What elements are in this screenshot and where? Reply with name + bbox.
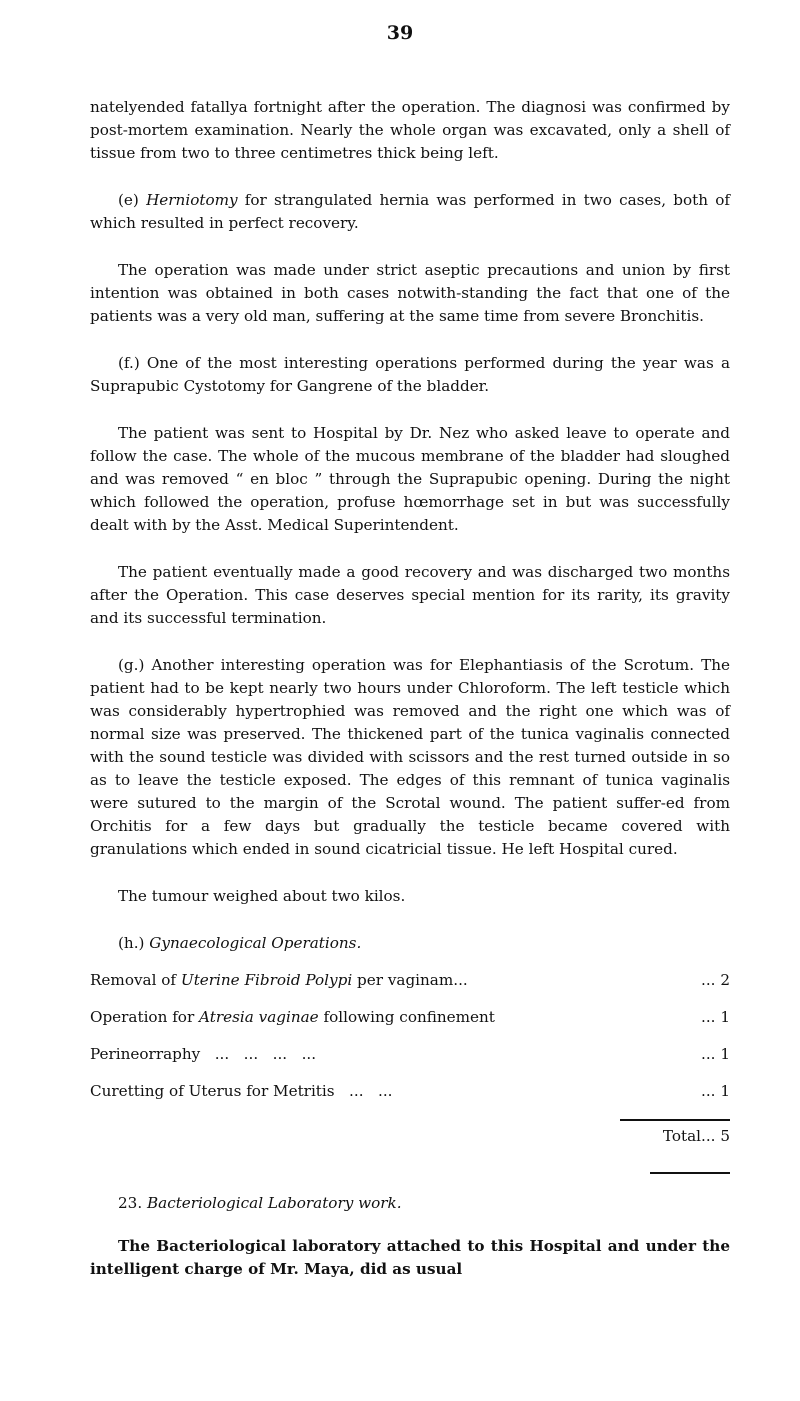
herniotomy-text: for strangulated hernia was performed in two cases, both of which resulted in perfect recovery.: [90, 191, 730, 232]
row-leader: ...: [701, 1008, 716, 1026]
paragraph-continuation: natelyended fatallya fortnight after the operation. The diagnosi was confirmed by post-mortem examination. Nearly the whole organ was excavated, only a shell of tissue from two to three centimetres thick being left.: [90, 98, 730, 162]
section-23-heading: [90, 1192, 730, 1215]
paragraph-herniotomy: [90, 189, 730, 235]
row-label: Curetting of Uterus for Metritis: [90, 1082, 335, 1100]
paragraph-aseptic: The operation was made under strict aseptic precautions and union by first intention was obtained in both cases notwith-standing the fact that one of the patients was a very old man, suffering at the same time from severe Bronchitis.: [90, 261, 730, 325]
total-rule: [620, 1119, 730, 1121]
total-label: Total...: [662, 1127, 716, 1145]
total-bottom-rule: [650, 1172, 730, 1174]
gynae-operations-table: [90, 969, 730, 1148]
row-label-rest: ... ... ... ...: [200, 1045, 317, 1063]
row-leader: ...: [701, 971, 716, 989]
row-term: Uterine Fibroid Polypi: [180, 971, 353, 989]
item-marker-e: (e): [118, 191, 147, 209]
paragraph-recovery: The patient eventually made a good recovery and was discharged two months after the Operation. This case deserves special mention for its rarity, its gravity and its successful termination.: [90, 563, 730, 627]
row-label: Operation for: [90, 1008, 200, 1026]
table-total: [90, 1125, 730, 1148]
row-leader: ...: [701, 1082, 716, 1100]
row-label-rest: ... ...: [334, 1082, 393, 1100]
row-count: 1: [720, 1008, 730, 1026]
gynae-marker: (h.): [118, 934, 150, 952]
paragraph-patient-sent: The patient was sent to Hospital by Dr. Nez who asked leave to operate and follow the case. The whole of the mucous membrane of the bladder had sloughed and was removed “ en bloc ” through the Suprapubic opening. During the night which followed the operation, profuse hœmorrhage set in but was successfully dealt with by the Asst. Medical Superintendent.: [90, 424, 730, 534]
section-number: 23.: [118, 1194, 147, 1212]
gynae-heading: [90, 932, 730, 955]
row-count: 2: [720, 971, 730, 989]
row-leader: ...: [701, 1045, 716, 1063]
row-label: Perineorraphy: [90, 1045, 201, 1063]
row-count: 1: [720, 1045, 730, 1063]
table-row: [90, 1080, 730, 1103]
table-row: [90, 969, 730, 992]
gynae-title: Gynaecological Operations.: [149, 934, 362, 952]
row-count: 1: [720, 1082, 730, 1100]
row-label: Removal of: [90, 971, 181, 989]
section-title: Bacteriological Laboratory work.: [146, 1194, 402, 1212]
page-body: [90, 96, 730, 1281]
row-label-rest: per vaginam...: [352, 971, 468, 989]
table-row: [90, 1006, 730, 1029]
row-label-rest: following confinement: [318, 1008, 495, 1026]
total-value: 5: [720, 1127, 730, 1145]
paragraph-tumour-weight: The tumour weighed about two kilos.: [118, 887, 406, 905]
term-herniotomy: Herniotomy: [146, 191, 238, 209]
paragraph-bacteriology: The Bacteriological laboratory attached to this Hospital and under the intelligent charge of Mr. Maya, did as usual: [90, 1237, 730, 1278]
row-term: Atresia vaginae: [199, 1008, 319, 1026]
paragraph-elephantiasis: (g.) Another interesting operation was for Elephantiasis of the Scrotum. The patient had to be kept nearly two hours under Chloroform. The left testicle which was considerably hypertrophied was removed and the right one which was of normal size was preserved. The thickened part of the tunica vaginalis connected with the sound testicle was divided with scissors and the rest turned outside in so as to leave the testicle exposed. The edges of this remnant of tunica vaginalis were sutured to the margin of the Scrotal wound. The patient suffer-ed from Orchitis for a few days but gradually the testicle became covered with granulations which ended in sound cicatricial tissue. He left Hospital cured.: [90, 656, 730, 858]
table-row: [90, 1043, 730, 1066]
paragraph-cystotomy: (f.) One of the most interesting operations performed during the year was a Suprapubic Cystotomy for Gangrene of the bladder.: [90, 354, 730, 395]
page-number: 39: [386, 22, 414, 44]
